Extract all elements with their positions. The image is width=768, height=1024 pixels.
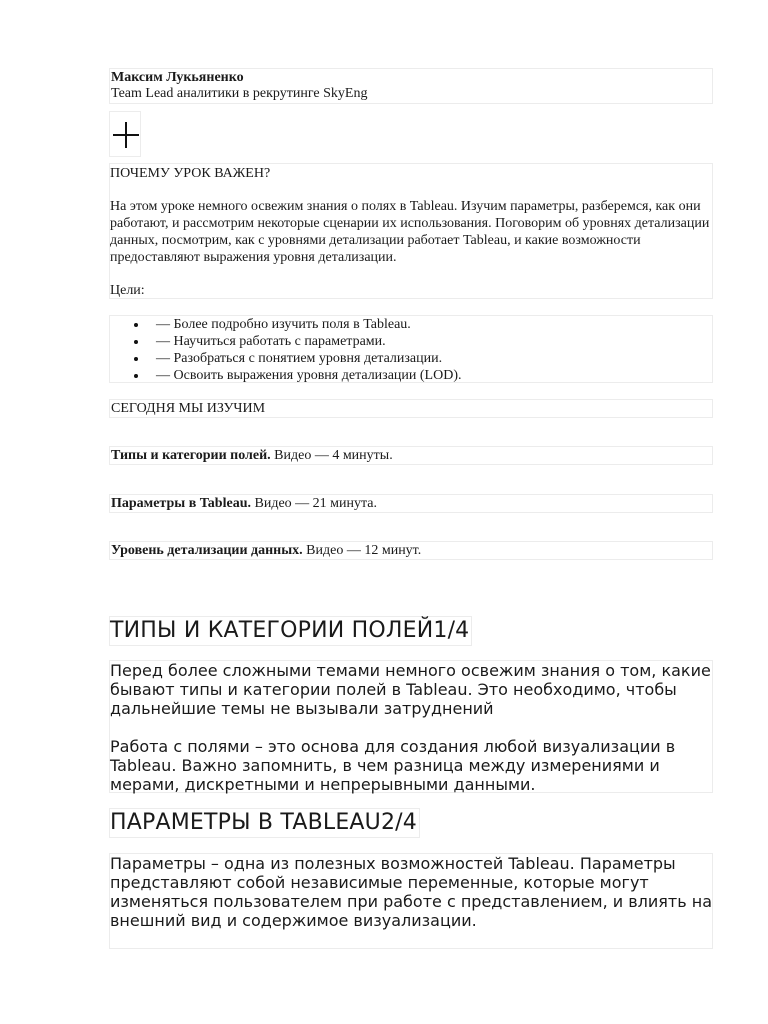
section-title: ПАРАМЕТРЫ В TABLEAU2/4 <box>109 808 420 838</box>
list-item: — Более подробно изучить поля в Tableau. <box>156 316 712 333</box>
list-item: — Освоить выражения уровня детализации (LOD). <box>156 367 712 384</box>
plus-icon[interactable] <box>109 111 141 157</box>
paragraph: Работа с полями – это основа для создания любой визуализации в Tableau. Важно запомнить, в чем разница между измерениями и мерами, дискретными и непрерывными данными. <box>110 737 676 794</box>
lesson-duration: Видео — 21 минута. <box>250 496 377 511</box>
author-block <box>109 68 713 104</box>
why-heading: ПОЧЕМУ УРОК ВАЖЕН? <box>110 166 271 181</box>
goals-list <box>109 315 713 383</box>
section-title: ТИПЫ И КАТЕГОРИИ ПОЛЕЙ1/4 <box>109 616 472 646</box>
author-name: Максим Лукьяненко <box>111 70 244 85</box>
lesson-title: Уровень детализации данных. <box>111 543 303 558</box>
goals-label: Цели: <box>110 283 145 298</box>
author-role: Team Lead аналитики в рекрутинге SkyEng <box>111 86 368 101</box>
list-item: — Научиться работать с параметрами. <box>156 333 712 350</box>
lesson-title: Параметры в Tableau. <box>111 496 251 511</box>
lesson-item[interactable] <box>109 446 713 465</box>
section-body <box>109 853 713 949</box>
lesson-duration: Видео — 4 минуты. <box>270 448 393 463</box>
list-item: — Разобраться с понятием уровня детализации. <box>156 350 712 367</box>
lesson-item[interactable] <box>109 494 713 513</box>
section-body <box>109 660 713 793</box>
today-heading: СЕГОДНЯ МЫ ИЗУЧИМ <box>109 399 713 418</box>
why-block <box>109 163 713 299</box>
lesson-title: Типы и категории полей. <box>111 448 271 463</box>
why-body: На этом уроке немного освежим знания о полях в Tableau. Изучим параметры, разберемся, как они работают, и рассмотрим некоторые сценарии их использования. Поговорим об уровнях детализации данных, посмотрим, как с уровнями детализации работает Tableau, и какие возможности предоставляют выражения уровня детализации. <box>110 199 710 265</box>
lesson-item[interactable] <box>109 541 713 560</box>
paragraph: Параметры – одна из полезных возможностей Tableau. Параметры представляют собой независимые переменные, которые могут изменяться пользователем при работе с представлением, и влиять на внешний вид и содержимое визуализации. <box>110 854 712 930</box>
paragraph: Перед более сложными темами немного освежим знания о том, какие бывают типы и категории полей в Tableau. Это необходимо, чтобы дальнейшие темы не вызывали затруднений <box>110 661 711 718</box>
lesson-duration: Видео — 12 минут. <box>302 543 422 558</box>
